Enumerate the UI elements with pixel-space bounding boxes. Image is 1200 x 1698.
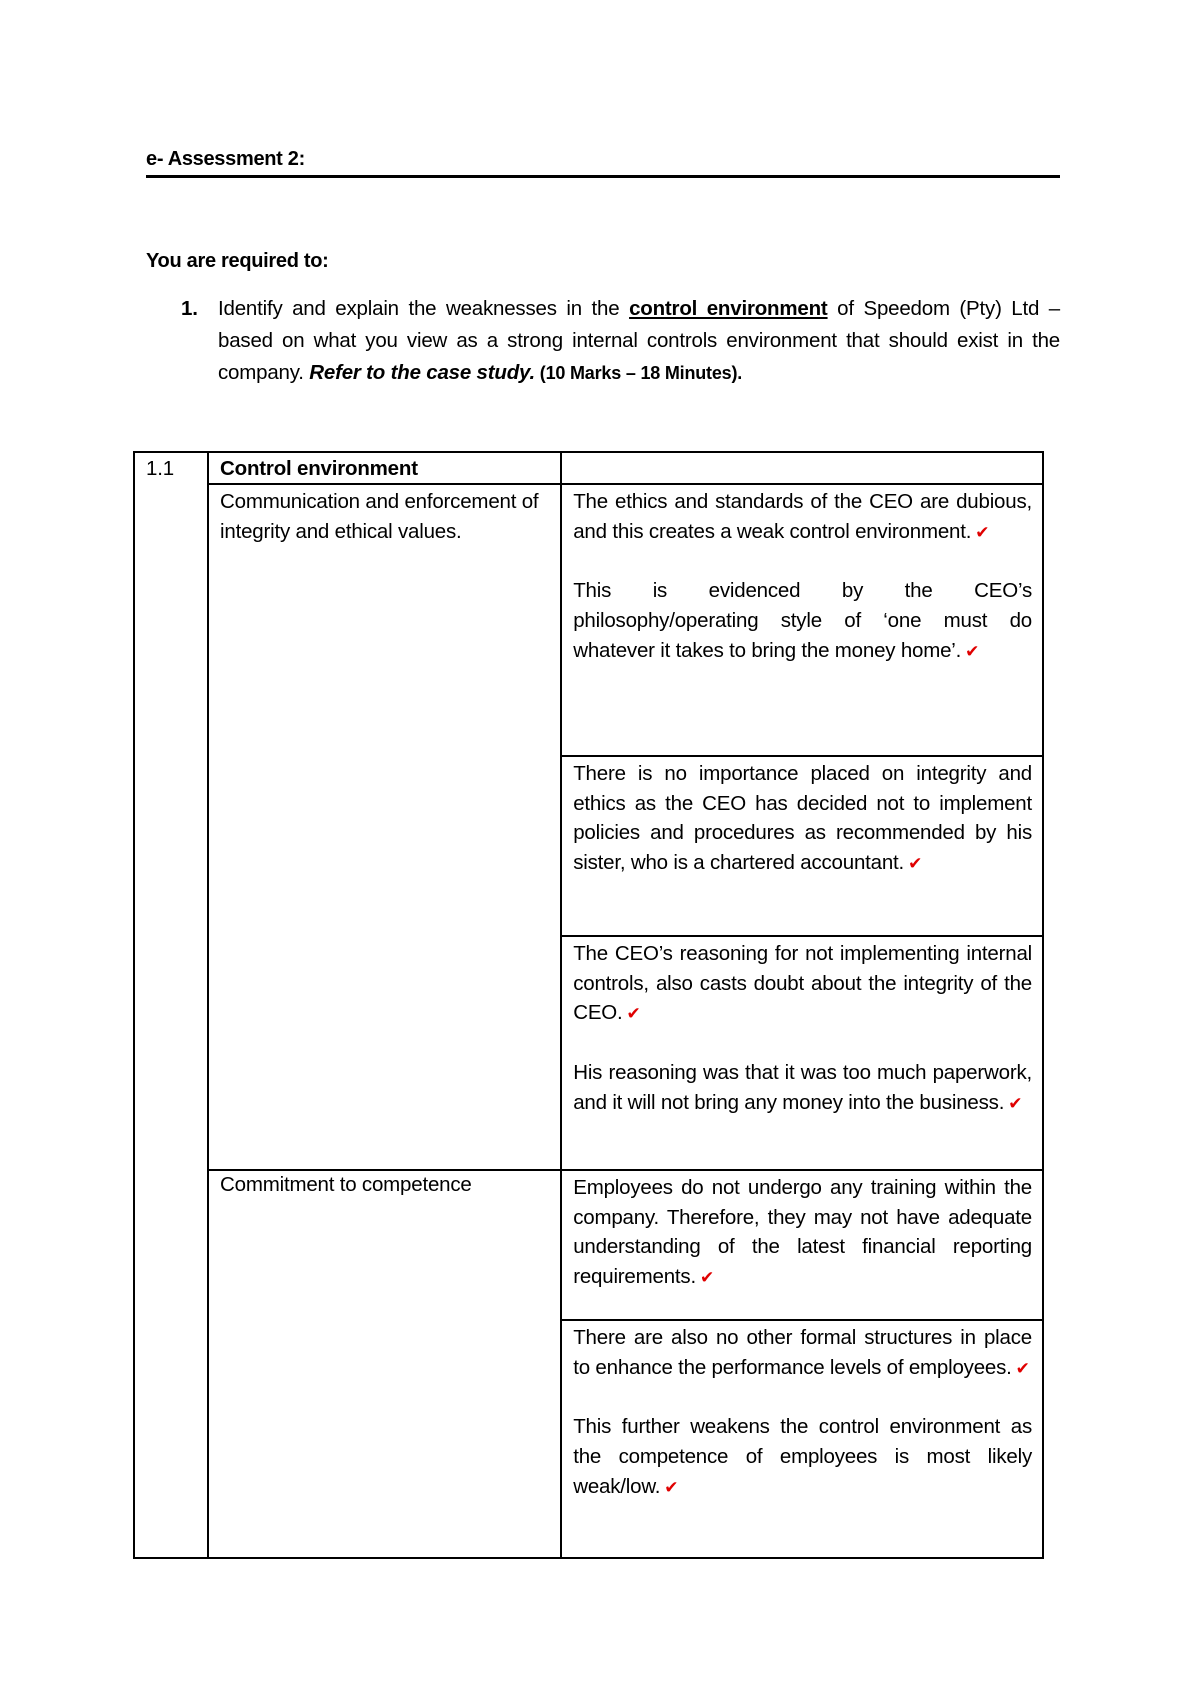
answer-cell: The CEO’s reasoning for not implementing internal controls, also casts doubt about the integrity of the CEO. ✔ His reasoning was that it was too much paperwork, and it will not bring any money into the business. ✔ [561,936,1043,1170]
table-header-row [134,452,1043,484]
question-text: Identify and explain the weaknesses in the control environment of Speedom (Pty) Ltd – based on what you view as a strong internal controls environment that should exist in the company. Refer to the case study. (10 Marks – 18 Minutes). [218,297,1061,384]
required-heading: You are required to: [146,250,329,272]
check-mark-icon: ✔ [965,641,980,661]
check-mark-icon: ✔ [975,522,990,542]
answer-cell: The ethics and standards of the CEO are dubious, and this creates a weak control environment. ✔ This is evidenced by the CEO’s philosophy/operating style of ‘one must do whatever it takes to bring the money home’. ✔ [561,484,1043,756]
underlined-term: control environment [629,297,828,320]
question-1 [181,293,1060,389]
category-cell: Communication and enforcement of integrity and ethical values. [208,484,561,1170]
answer-cell: Employees do not undergo any training within the company. Therefore, they may not have adequate understanding of the latest financial reporting requirements. ✔ [561,1170,1043,1320]
category-cell: Commitment to competence [208,1170,561,1558]
section-number: 1.1 [134,452,208,1558]
check-mark-icon: ✔ [1008,1093,1023,1113]
table-row [134,1170,1043,1320]
check-mark-icon: ✔ [908,854,923,874]
check-mark-icon: ✔ [1015,1358,1030,1378]
question-number: 1. [181,297,198,320]
marks-info: (10 Marks – 18 Minutes). [534,363,743,383]
check-mark-icon: ✔ [664,1477,679,1497]
empty-header-cell [561,452,1043,484]
answer-cell: There is no importance placed on integrity and ethics as the CEO has decided not to implement policies and procedures as recommended by his sister, who is a chartered accountant. ✔ [561,756,1043,936]
answers-table [133,451,1044,1559]
answer-cell: There are also no other formal structures in place to enhance the performance levels of employees. ✔ This further weakens the control environment as the competence of employees is most likely weak/low. ✔ [561,1320,1043,1558]
case-study-reference: Refer to the case study. [309,361,535,384]
table-row [134,484,1043,756]
section-heading: Control environment [208,452,561,484]
page-title: e- Assessment 2: [146,148,1060,178]
check-mark-icon: ✔ [626,1004,641,1024]
check-mark-icon: ✔ [699,1268,714,1288]
